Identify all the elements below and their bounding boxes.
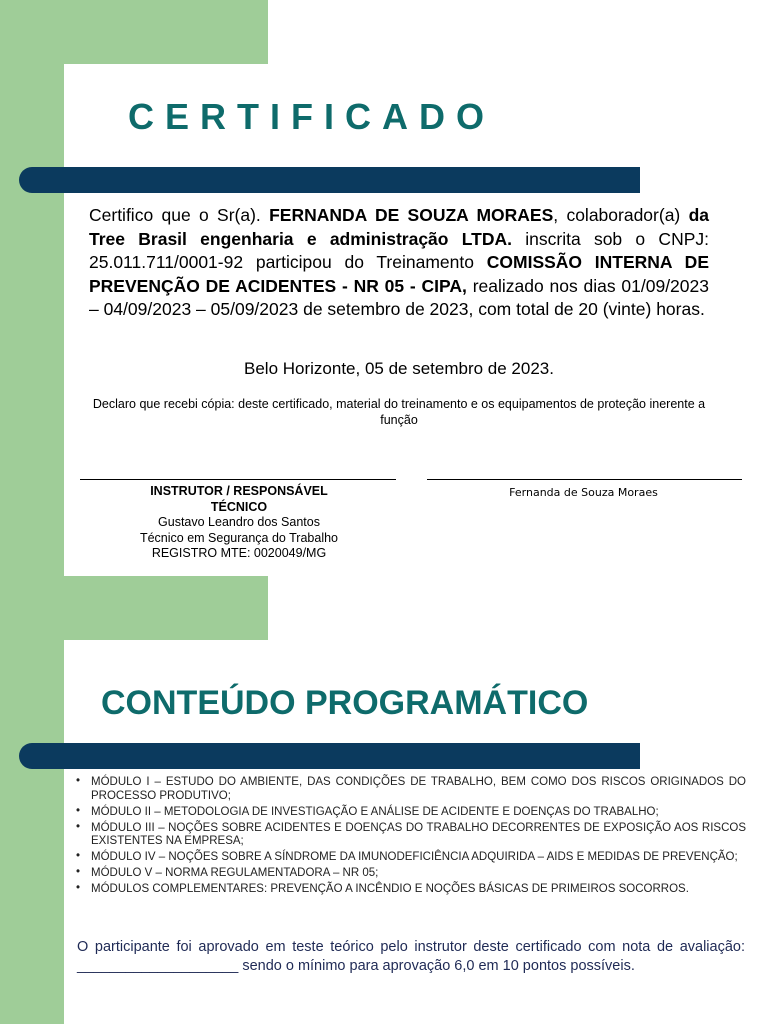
module-text: MÓDULO II – METODOLOGIA DE INVESTIGAÇÃO E ANÁLISE DE ACIDENTE E DOENÇAS DO TRABALHO; bbox=[91, 805, 659, 818]
participant-signature-line bbox=[427, 479, 742, 480]
green-top-block bbox=[64, 0, 268, 64]
certificate-title-bar bbox=[19, 167, 640, 193]
bullet-icon: • bbox=[76, 820, 81, 833]
bullet-icon: • bbox=[76, 775, 81, 787]
statement-text-1: Certifico que o Sr(a). bbox=[89, 205, 270, 225]
list-item bbox=[74, 851, 746, 865]
program-title: CONTEÚDO PROGRAMÁTICO bbox=[101, 684, 589, 722]
certificate-title: CERTIFICADO bbox=[128, 96, 495, 137]
module-text: MÓDULO I – ESTUDO DO AMBIENTE, DAS CONDIÇÕES DE TRABALHO, BEM COMO DOS RISCOS ORIGINADOS DO PROCESSO PRODUTIVO; bbox=[91, 776, 746, 802]
company-name: da Tree Brasil engenharia e administração LTDA. bbox=[89, 205, 710, 249]
module-text: MÓDULO V – NORMA REGULAMENTADORA – NR 05; bbox=[91, 867, 379, 879]
module-text: MÓDULOS COMPLEMENTARES: PREVENÇÃO A INCÊNDIO E NOÇÕES BÁSICAS DE PRIMEIROS SOCORROS. bbox=[91, 883, 689, 895]
bullet-icon: • bbox=[76, 804, 81, 817]
certificate-statement bbox=[89, 204, 709, 322]
approval-statement: O participante foi aprovado em teste teórico pelo instrutor deste certificado com nota de avaliação: ____________________ sendo o mínimo para aprovação 6,0 em 10 pontos possíveis. bbox=[77, 939, 745, 974]
receipt-declaration: Declaro que recebi cópia: deste certificado, material do treinamento e os equipamentos de proteção inerente a função bbox=[92, 397, 706, 427]
program-title-bar bbox=[19, 743, 640, 769]
statement-text-3: inscrita sob o CNPJ: 25.011.711/0001-92 participou do Treinamento bbox=[89, 228, 709, 272]
place-and-date: Belo Horizonte, 05 de setembro de 2023. bbox=[244, 359, 554, 378]
training-name: COMISSÃO INTERNA DE PREVENÇÃO DE ACIDENTES - NR 05 - CIPA, bbox=[89, 252, 709, 296]
list-item bbox=[74, 883, 746, 897]
green-side-band bbox=[0, 0, 64, 1024]
participant-signature-name: Fernanda de Souza Moraes bbox=[509, 486, 658, 499]
list-item bbox=[74, 806, 746, 820]
list-item bbox=[74, 822, 746, 849]
module-list bbox=[74, 776, 746, 899]
bullet-icon: • bbox=[76, 866, 81, 878]
instructor-role: INSTRUTOR / RESPONSÁVEL TÉCNICO bbox=[150, 484, 328, 514]
instructor-title: Técnico em Segurança do Trabalho bbox=[139, 530, 339, 545]
bullet-icon: • bbox=[76, 850, 81, 862]
instructor-signature-block bbox=[80, 484, 398, 562]
instructor-registry: REGISTRO MTE: 0020049/MG bbox=[151, 546, 327, 560]
instructor-name: Gustavo Leandro dos Santos bbox=[158, 515, 320, 529]
statement-text-4: realizado nos dias 01/09/2023 – 04/09/2023 – 05/09/2023 de setembro de 2023, com total de 20 (vinte) horas. bbox=[89, 275, 709, 319]
module-text: MÓDULO III – NOÇÕES SOBRE ACIDENTES E DOENÇAS DO TRABALHO DECORRENTES DE EXPOSIÇÃO AOS RISCOS EXISTENTES NA EMPRESA; bbox=[91, 821, 746, 847]
module-text: MÓDULO IV – NOÇÕES SOBRE A SÍNDROME DA IMUNODEFICIÊNCIA ADQUIRIDA – AIDS E MEDIDAS DE PREVENÇÃO; bbox=[91, 851, 738, 863]
statement-text-2: , colaborador(a) bbox=[553, 205, 689, 225]
participant-name: FERNANDA DE SOUZA MORAES bbox=[269, 205, 554, 225]
list-item bbox=[74, 867, 746, 881]
green-middle-block bbox=[64, 576, 268, 640]
bullet-icon: • bbox=[76, 882, 81, 894]
instructor-signature-line bbox=[80, 479, 396, 480]
list-item bbox=[74, 776, 746, 803]
